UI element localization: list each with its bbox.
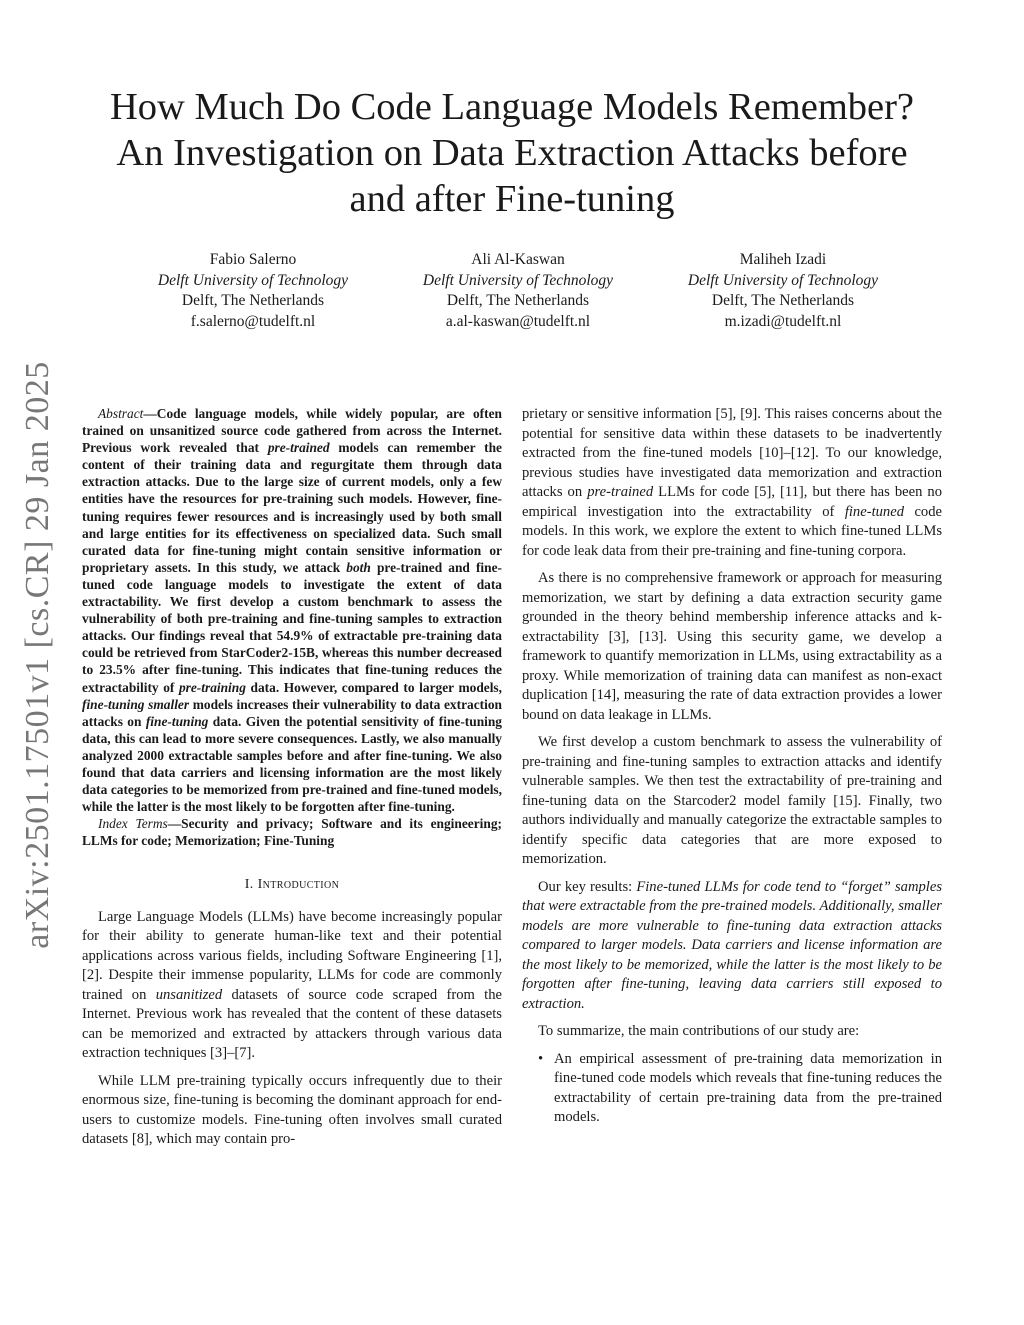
paragraph: As there is no comprehensive framework or approach for measuring memorization, we start by defining a data extraction security game grounded in the theory behind membership inference attacks and k-extractability [3], [13]. Using this security game, we develop a framework to quantify memorization in LLMs, using extractability as a proxy. While memorization of training data can manifest as non-exact duplication [14], measuring the rate of data extraction provides a lower bound on data leakage in LLMs. bbox=[522, 570, 942, 723]
index-terms bbox=[82, 815, 502, 849]
abstract-text: models can remember the content of their training data and regurgitate them through data extraction attacks. Due to the large size of current models, only a few entities have the resources for pre-training such models. However, fine-tuning requires fewer resources and is increasingly used by both small and large entities for its effectiveness on specialized data. Such small curated data for fine-tuning might contain sensitive information or proprietary assets. In this study, we attack bbox=[82, 440, 502, 575]
abstract-label: Abstract bbox=[98, 406, 144, 421]
abstract-text: Code language models, while widely popular, are often trained on unsanitized source code gathered from across the Internet. Previous work revealed that bbox=[82, 406, 502, 456]
author-block bbox=[128, 250, 908, 332]
author-email: f.salerno@tudelft.nl bbox=[190, 312, 316, 330]
author-email: a.al-kaswan@tudelft.nl bbox=[445, 312, 591, 330]
abstract-text: data. Given the potential sensitivity of fine-tuning data, this can lead to more severe consequences. Lastly, we also manually analyzed 2000 extractable samples before and after fine-tuning. We also found that data carriers and licensing information are the most likely data categories to be memorized from pre-trained and fine-tuned models, while the latter is the most likely to be forgotten after fine-tuning. bbox=[82, 713, 503, 815]
paragraph-text: prietary or sensitive information [5], [9]. This raises concerns about the potential for sensitive data within these datasets to be inadvertently extracted from the fine-tuned models [10]–[12]. To our knowledge, previous studies have investigated data memorization and extraction attacks on bbox=[522, 406, 942, 500]
paragraph-text: Our key results: bbox=[538, 878, 637, 895]
paragraph: To summarize, the main contributions of our study are: bbox=[538, 1023, 860, 1039]
author-location: Delft, The Netherlands bbox=[446, 292, 590, 309]
paragraph-emphasis: unsanitized bbox=[155, 986, 223, 1003]
arxiv-id: arXiv:2501.17501v1 [cs.CR] 29 Jan 2025 bbox=[19, 361, 57, 949]
title-line: An Investigation on Data Extraction Attacks before bbox=[116, 132, 908, 174]
right-column bbox=[522, 405, 942, 1128]
author-affiliation: Delft University of Technology bbox=[157, 271, 349, 289]
index-terms-label: Index Terms bbox=[98, 816, 168, 832]
title-line: and after Fine-tuning bbox=[349, 178, 675, 220]
paragraph-emphasis: pre-trained bbox=[587, 484, 654, 500]
author-location: Delft, The Netherlands bbox=[181, 292, 325, 309]
abstract-text: pre-trained and fine-tuned code language models to investigate the extent of data extractability. We first develop a custom benchmark to assess the vulnerability of both pre-training and fine-tuning samples to extraction attacks. Our findings reveal that 54.9% of extractable pre-training data could be retrieved from StarCoder2-15B, whereas this number decreased to 23.5% after fine-tuning. This indicates that fine-tuning reduces the extractability of bbox=[82, 559, 502, 695]
paragraph bbox=[82, 908, 502, 1064]
index-terms-text: Security and privacy; Software and its engineering; LLMs for code; Memorization; Fine-Tuning bbox=[82, 816, 502, 849]
paragraph-emphasis: fine-tuned bbox=[844, 503, 904, 520]
author-1 bbox=[128, 250, 378, 332]
paragraph: We first develop a custom benchmark to assess the vulnerability of pre-training and fine-tuning samples to extraction attacks and identify vulnerable samples. We then test the extractability of pre-training and fine-tuning data on the Starcoder2 model family [15]. Finally, two authors individually and manually categorize the extractable samples to identify specific data categories that are more exposed to memorization. bbox=[522, 734, 942, 867]
abstract-emphasis: both bbox=[346, 559, 371, 575]
paragraph-emphasis: Fine-tuned LLMs for code tend to “forget” samples that were extractable from the pre-trained models. Additionally, smaller models are more vulnerable to fine-tuning data extraction attacks compared to larger models. Data carriers and license information are the most likely to be memorized, while the latter is the most likely to be forgotten after fine-tuning, leaving data carriers still exposed to extraction. bbox=[522, 878, 942, 1012]
paragraph-text: LLMs for code [5], [11], but there has been no empirical investigation into the extractability of bbox=[522, 484, 942, 520]
list-item bbox=[522, 1050, 942, 1128]
author-email: m.izadi@tudelft.nl bbox=[724, 312, 842, 330]
abstract-text: models increases their vulnerability to data extraction attacks on bbox=[82, 696, 502, 729]
abstract-text: data. However, compared to larger models, bbox=[245, 679, 502, 695]
title-line: How Much Do Code Language Models Remember? bbox=[109, 86, 915, 128]
paragraph-text: Large Language Models (LLMs) have become increasingly popular for their ability to generate human-like text and their potential applications across various fields, including Software Engineering [1], [2]. Despite their immense popularity, LLMs for code are commonly trained on bbox=[82, 908, 502, 1003]
section-heading-introduction: I. Introduction bbox=[244, 877, 340, 893]
author-affiliation: Delft University of Technology bbox=[687, 271, 879, 289]
paragraph: While LLM pre-training typically occurs infrequently due to their enormous size, fine-tuning is becoming the dominant approach for end-users to customize models. Fine-tuning often involves small curated datasets [8], which may contain pro- bbox=[82, 1072, 502, 1148]
paragraph-text: datasets of source code scraped from the Internet. Previous work has revealed that the content of these datasets can be memorized and extracted by attackers through various data extraction techniques [3]–[7]. bbox=[82, 986, 502, 1062]
abstract-dash: — bbox=[143, 406, 157, 421]
paragraph-text: code models. In this work, we explore the extent to which fine-tuned LLMs for code leak data from their pre-training and fine-tuning corpora. bbox=[522, 503, 942, 559]
abstract bbox=[82, 405, 502, 815]
abstract-emphasis: fine-tuning smaller bbox=[82, 696, 190, 712]
paragraph bbox=[522, 405, 942, 561]
abstract-emphasis: pre-training bbox=[178, 679, 246, 695]
author-affiliation: Delft University of Technology bbox=[422, 271, 614, 289]
abstract-emphasis: fine-tuning bbox=[145, 713, 209, 729]
abstract-emphasis: pre-trained bbox=[267, 440, 330, 456]
author-location: Delft, The Netherlands bbox=[711, 292, 855, 309]
list-item-text: An empirical assessment of pre-training data memorization in fine-tuned code models which reveals that fine-tuning reduces the extractability of certain pre-training data from the pre-trained models. bbox=[554, 1050, 942, 1125]
arxiv-stamp bbox=[8, 361, 68, 949]
author-name: Fabio Salerno bbox=[209, 251, 297, 268]
left-column bbox=[82, 405, 502, 1150]
author-name: Maliheh Izadi bbox=[739, 251, 827, 268]
paper-title bbox=[70, 84, 954, 222]
author-2 bbox=[393, 250, 643, 332]
bullet-icon: • bbox=[538, 1050, 544, 1067]
paragraph bbox=[522, 878, 942, 1015]
contributions-list bbox=[522, 1050, 942, 1128]
author-3 bbox=[658, 250, 908, 332]
index-terms-dash: — bbox=[167, 816, 182, 832]
author-name: Ali Al-Kaswan bbox=[471, 251, 565, 268]
